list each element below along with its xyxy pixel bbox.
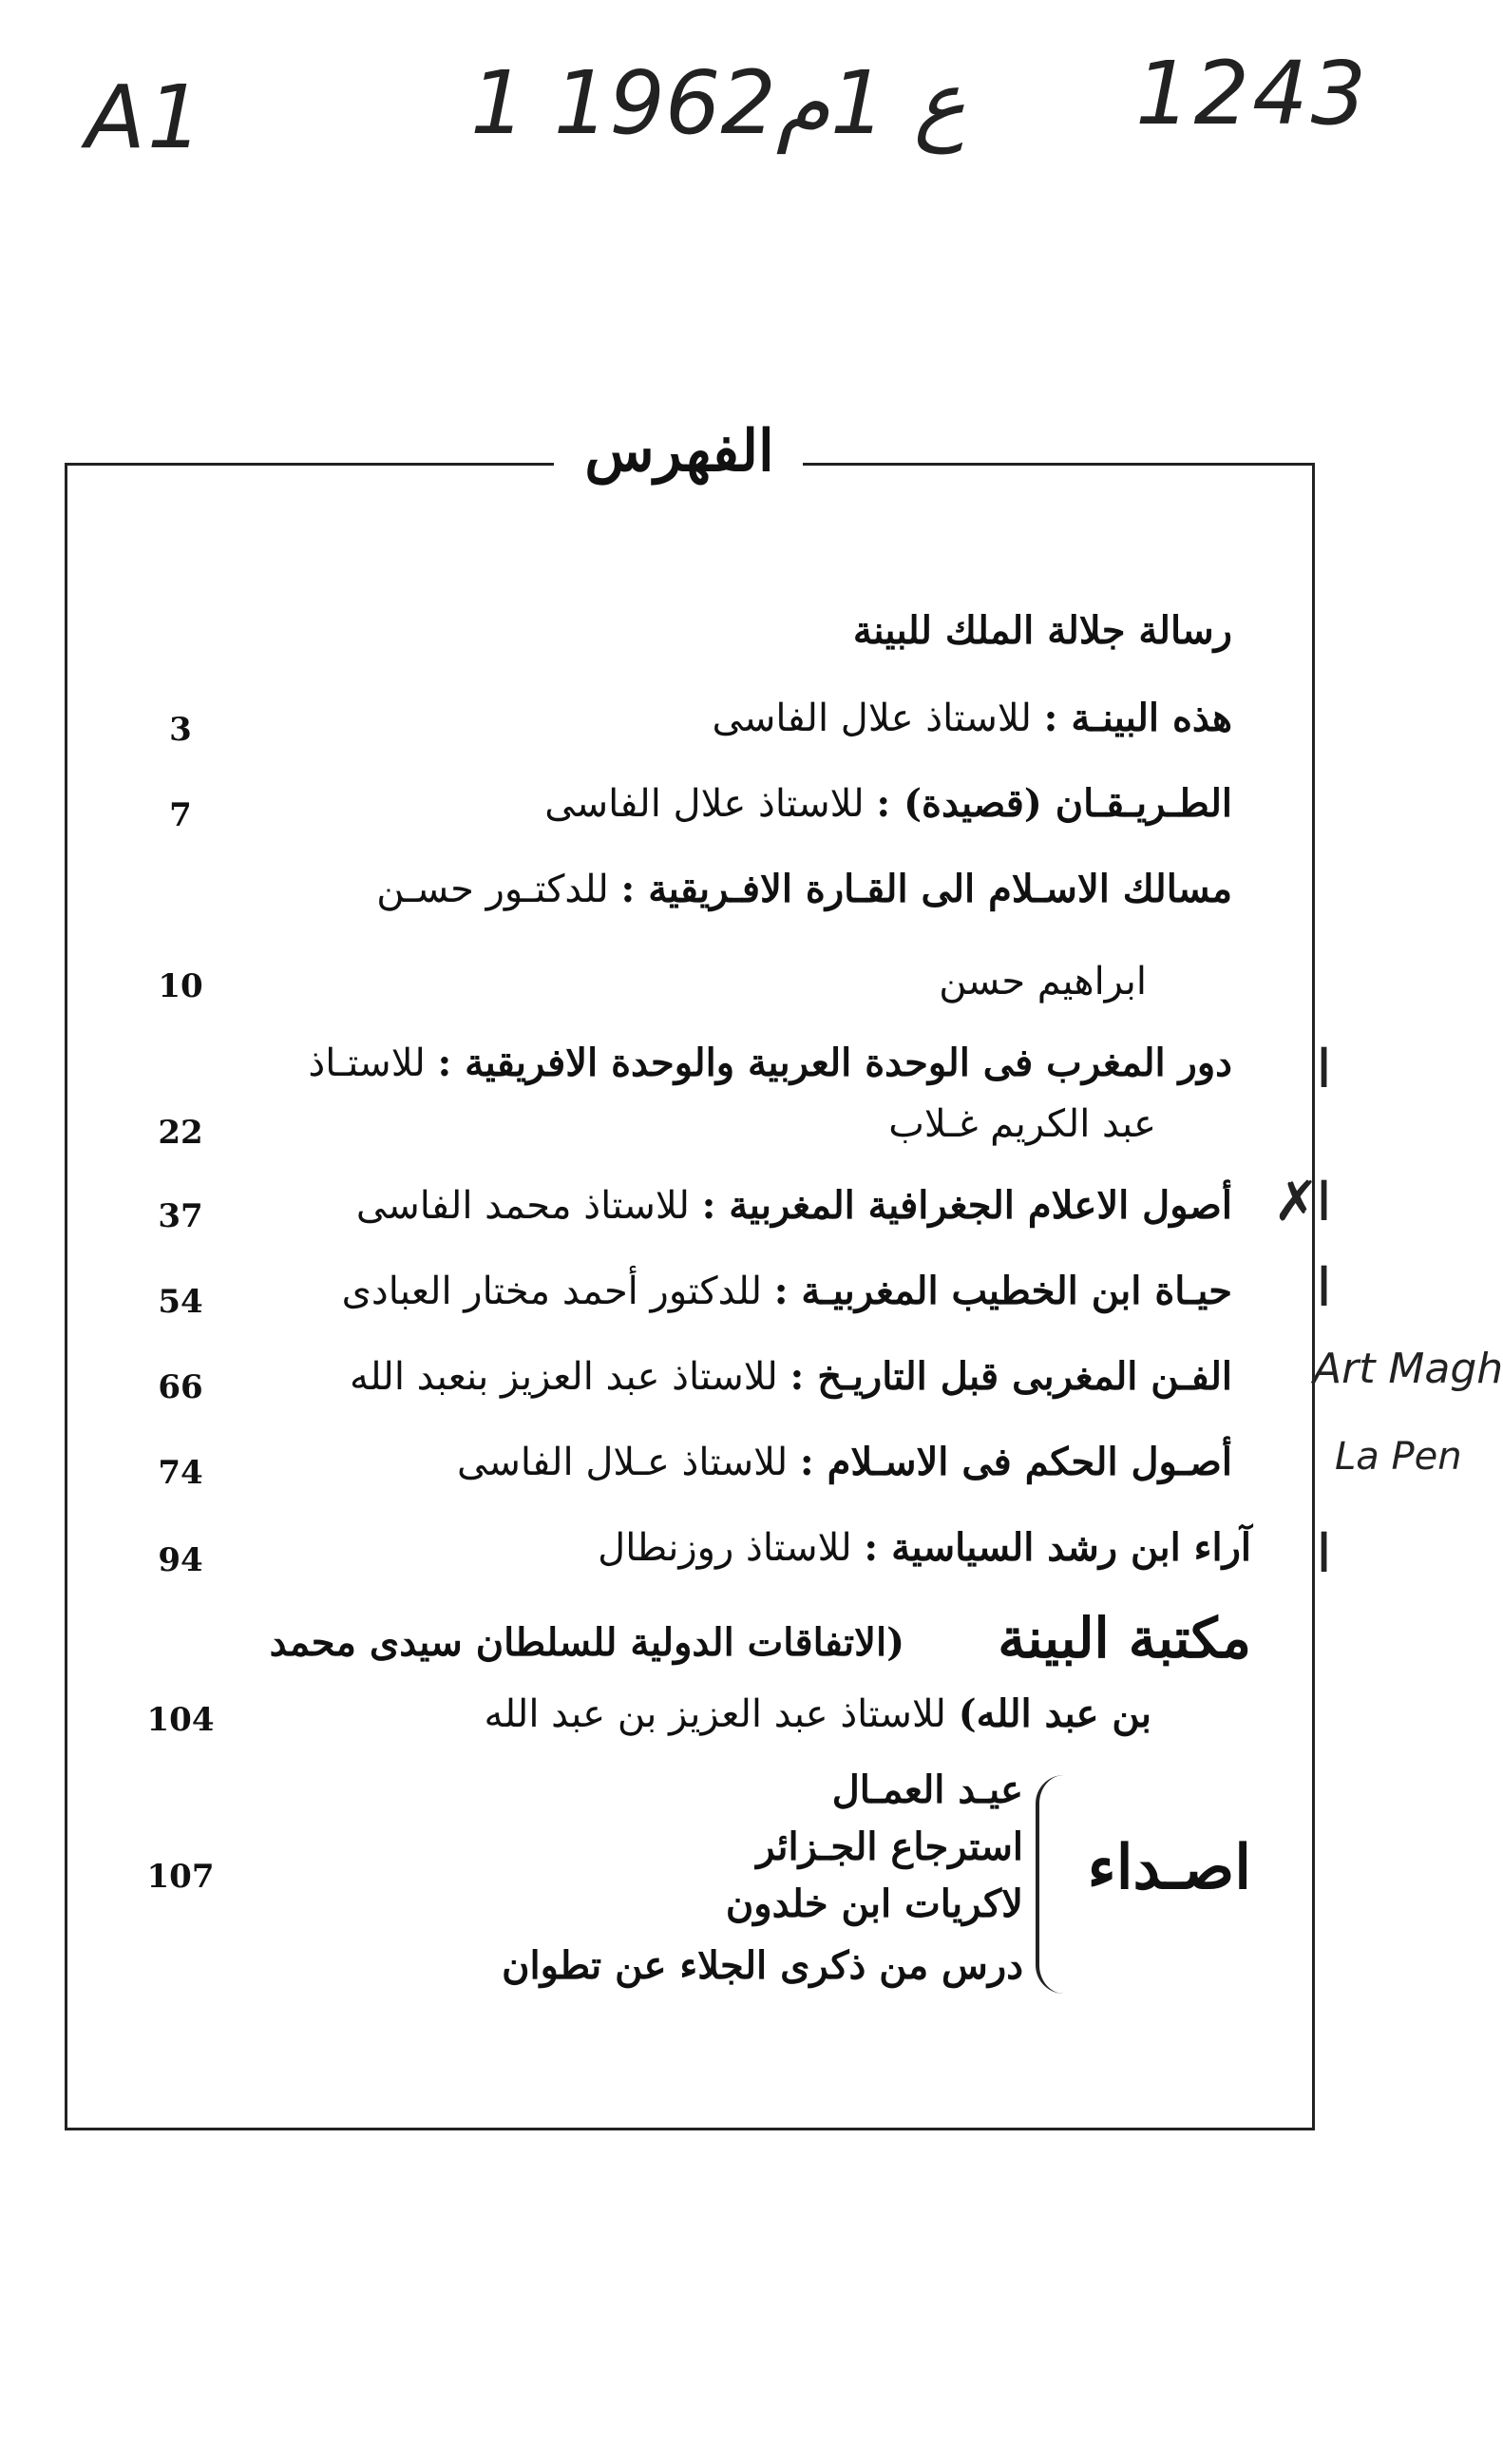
margin-mark: I (1316, 1254, 1333, 1319)
page-number: 94 (158, 1541, 203, 1579)
library-heading: مكتبة البينة (998, 1606, 1251, 1671)
index-entry: مسالك الاسـلام الى القـارة الافـريقية : للدكتـور حسـن (376, 867, 1232, 911)
handwritten-catalog-number: 1243 (1135, 43, 1370, 144)
frame-top-rule-left (65, 463, 554, 466)
margin-mark: I (1316, 1036, 1333, 1100)
page-number: 3 (169, 711, 192, 749)
index-entry: أصـول الحكم فى الاسـلام : للاستاذ عـلال الفاسى (457, 1440, 1232, 1484)
index-entry: رسالة جلالة الملك للبينة (852, 608, 1232, 653)
page-number: 74 (158, 1454, 203, 1492)
index-entry: الطـريـقـان (قصيدة) : للاستاذ علال الفاسى (544, 781, 1232, 826)
page-number: 104 (146, 1701, 215, 1739)
handwritten-issue-date: 1 ع 1م1962 (470, 52, 966, 154)
index-entry: الفـن المغربى قبل التاريـخ : للاستاذ عبد العزيز بنعبد الله (349, 1354, 1232, 1399)
aseda-item: لاكريات ابن خلدون (725, 1881, 1023, 1926)
margin-mark: I (1316, 1169, 1333, 1233)
aseda-item: استرجاع الجـزائر (756, 1824, 1023, 1869)
index-entry-continuation: ابراهيم حسن (939, 960, 1147, 1003)
index-title: الفهرس (584, 418, 774, 485)
page-number: 7 (169, 796, 192, 834)
aseda-heading: اصـداء (1087, 1832, 1251, 1903)
page-number: 10 (158, 967, 203, 1005)
index-entry: حيـاة ابن الخطيب المغربيـة : للدكتور أحمد مختار العبادى (341, 1269, 1232, 1313)
handwritten-shelf-mark: A1 (86, 67, 205, 168)
aseda-item: درس من ذكرى الجلاء عن تطوان (502, 1943, 1023, 1988)
page-number: 54 (158, 1283, 203, 1321)
index-entry: أصول الاعلام الجغرافية المغربية : للاستاذ محمد الفاسى (355, 1183, 1232, 1228)
margin-mark: I (1316, 1520, 1333, 1585)
page-number: 22 (158, 1114, 203, 1152)
page-number: 107 (146, 1858, 215, 1896)
brace-divider (1036, 1775, 1064, 1994)
index-entry: آراء ابن رشد السياسية : للاستاذ روزنطال (598, 1525, 1251, 1570)
index-entry: دور المغرب فى الوحدة العربية والوحدة الافريقية : للاستـاذ (308, 1041, 1232, 1085)
page-number: 37 (158, 1197, 203, 1235)
library-entry-line1: (الاتفاقات الدولية للسلطان سيدى محمد (269, 1620, 904, 1665)
index-entry-continuation: عبد الكريم غـلاب (888, 1102, 1156, 1146)
margin-note-pen: La Pen (1335, 1435, 1462, 1479)
page-number: 66 (158, 1368, 203, 1406)
margin-x-mark: ✗ (1273, 1169, 1320, 1233)
frame-top-rule-right (803, 463, 1315, 466)
library-entry-line2: بن عبد الله) للاستاذ عبد العزيز بن عبد الله (484, 1691, 1151, 1736)
index-entry: هذه البينـة : للاستاذ علال الفاسى (712, 696, 1232, 740)
margin-note-art: Art Magh (1313, 1345, 1503, 1393)
aseda-item: عيـد العمـال (831, 1767, 1023, 1812)
